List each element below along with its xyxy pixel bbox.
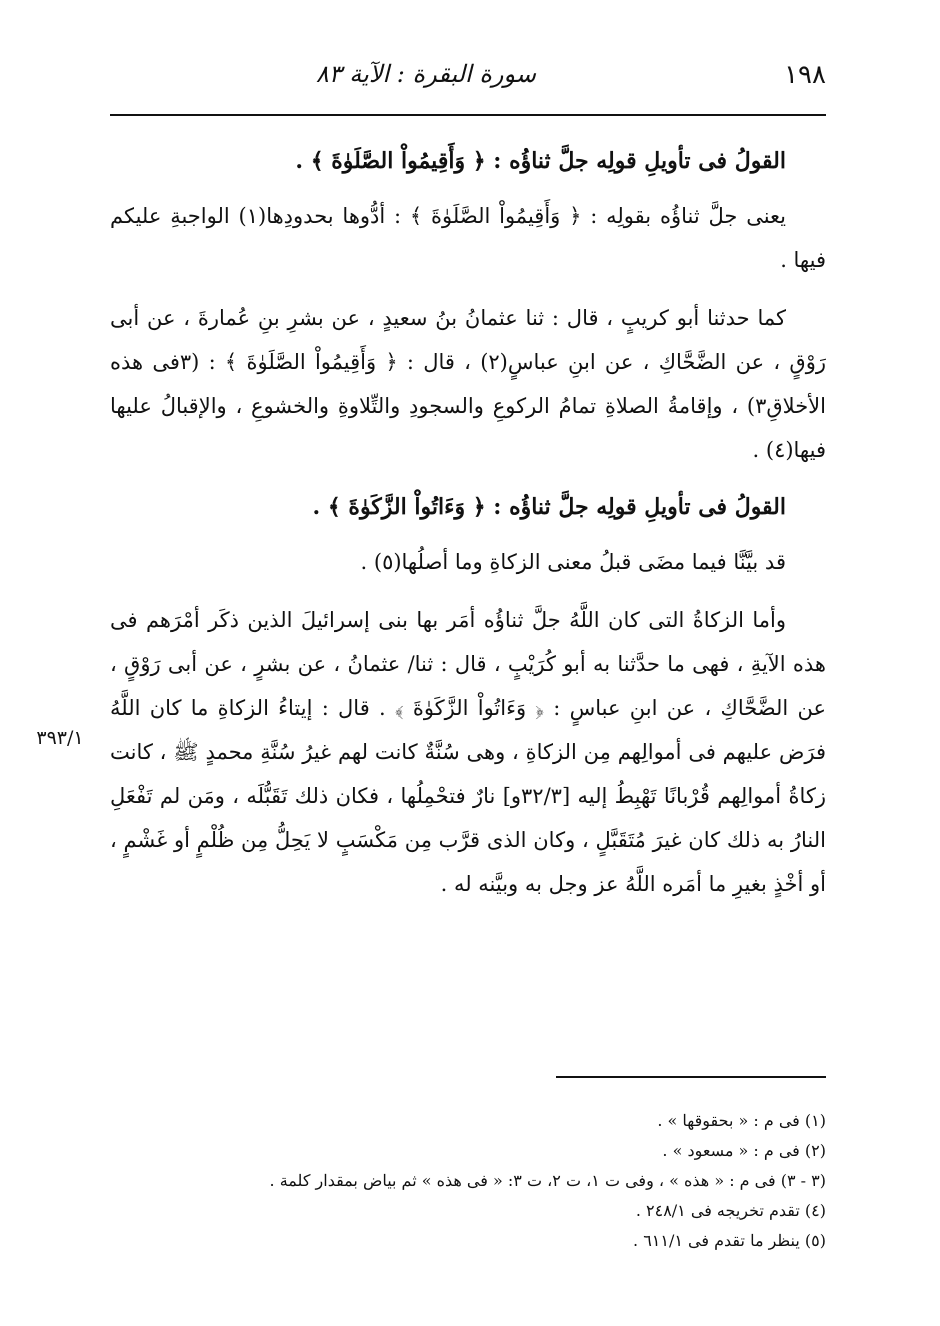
section-heading-prayer: القولُ فى تأويلِ قولِه جلَّ ثناؤُه : ﴿ وَأَقِيمُواْ الصَّلَوٰةَ ﴾ . bbox=[295, 148, 786, 174]
header-rule bbox=[110, 114, 826, 116]
main-text bbox=[110, 140, 826, 920]
footnote: (٥) ينظر ما تقدم فى ٦١١/١ . bbox=[633, 1231, 826, 1250]
running-title: سورة البقرة : الآية ٨٣ bbox=[315, 60, 536, 88]
paragraph: يعنى جلَّ ثناؤُه بقولِه : ﴿ وَأَقِيمُواْ الصَّلَوٰةَ ﴾ : أدُّوها بحدودِها(١) الواجبةِ عليكم فيها . bbox=[110, 204, 826, 272]
margin-reference: ٣٩٣/١ bbox=[36, 727, 84, 749]
page-header bbox=[110, 58, 826, 98]
section-heading-zakat: القولُ فى تأويلِ قولِه جلَّ ثناؤُه : ﴿ وَءَاتُواْ الزَّكَوٰةَ ﴾ . bbox=[312, 494, 786, 520]
paragraph: وأما الزكاةُ التى كان اللَّهُ جلَّ ثناؤُه أمَر بها بنى إسرائيلَ الذين ذكَر أمْرَهم فى هذه الآيةِ ، فهى ما حدَّثنا به أبو كُرَيْبٍ ، قال : ثنا/ عثمانُ ، عن بشرٍ ، عن أبى رَوْقٍ ، عن الضَّحَّاكِ ، عن ابنِ عباسٍ : ﴿ وَءَاتُواْ الزَّكَوٰةَ ﴾ . قال : إيتاءُ الزكاةِ ما كان اللَّهُ فرَض عليهم فى أموالِهم مِن الزكاةِ ، وهى سُنَّةٌ كانت لهم غيرُ سُنَّةِ محمدٍ ﷺ ، كانت زكاةُ أموالِهم قُرْبانًا تَهْبِطُ إليه [٣٢/٣و] نارٌ فتحْمِلُها ، فكان ذلك تَقَبُّلَه ، ومَن لم تَفْعَلِ النارُ به ذلك كان غيرَ مُتَقَبَّلٍ ، وكان الذى قرَّب مِن مَكْسَبٍ لا يَحِلُّ مِن ظُلْمٍ أو غَشْمٍ ، أو أخْذٍ بغيرِ ما أمَره اللَّهُ عز وجل به وبيَّنه له . bbox=[110, 608, 826, 896]
page-number: ١٩٨ bbox=[784, 60, 826, 90]
paragraph: كما حدثنا أبو كريبٍ ، قال : ثنا عثمانُ بنُ سعيدٍ ، عن بشرِ بنِ عُمارةَ ، عن أبى رَوْقٍ ، عن الضَّحَّاكِ ، عن ابنِ عباسٍ(٢) ، قال : ﴿ وَأَقِيمُواْ الصَّلَوٰةَ ﴾ : (٣فى هذه الأخلاقِ٣) ، وإقامةُ الصلاةِ تمامُ الركوعِ والسجودِ والتِّلاوةِ والخشوعِ ، والإقبالُ عليها فيها(٤) . bbox=[110, 306, 826, 462]
footnotes bbox=[110, 1106, 826, 1256]
footnote: (٣ - ٣) فى م : « هذه » ، وفى ت ١، ت ٢، ت ٣: « فى هذه » ثم بياض بمقدار كلمة . bbox=[269, 1171, 826, 1190]
footnote-rule bbox=[556, 1076, 826, 1078]
footnote: (١) فى م : « بحقوقها » . bbox=[657, 1111, 826, 1130]
paragraph: قد بيَّنَّا فيما مضَى قبلُ معنى الزكاةِ وما أصلُها(٥) . bbox=[360, 550, 786, 574]
footnote: (٤) تقدم تخريجه فى ٢٤٨/١ . bbox=[635, 1201, 826, 1220]
footnote: (٢) فى م : « مسعود » . bbox=[662, 1141, 826, 1160]
